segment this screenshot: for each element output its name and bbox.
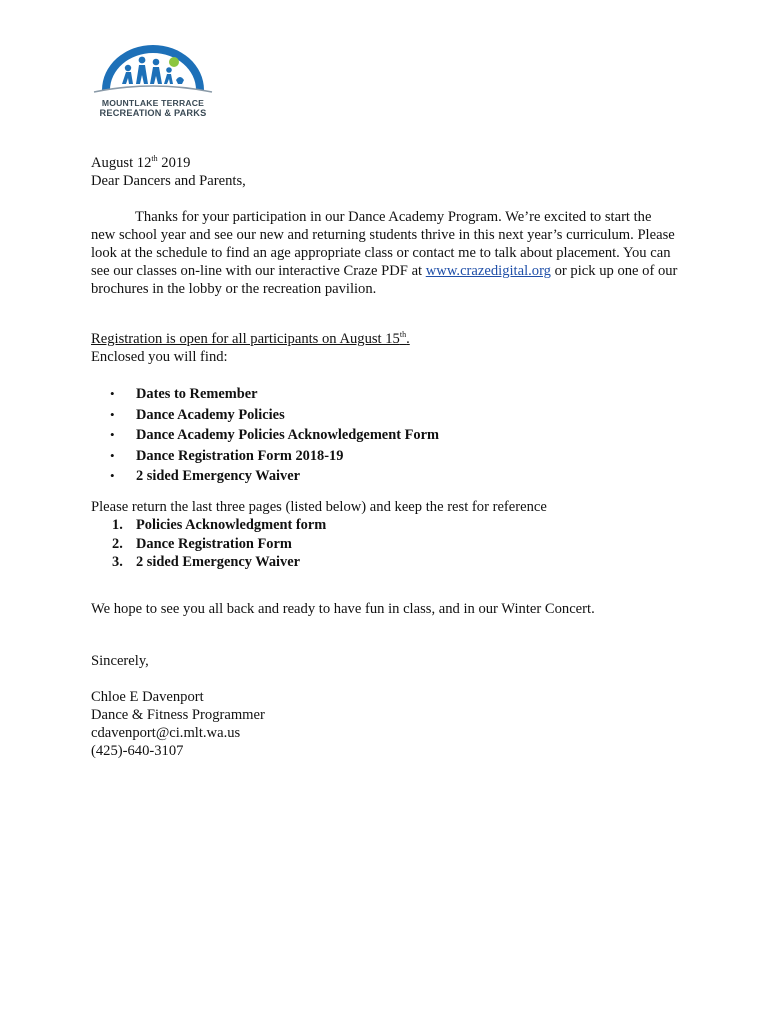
list-item: 3. 2 sided Emergency Waiver bbox=[112, 554, 301, 570]
paragraph-line: Thanks for your participation in our Dance Academy Program. We’re excited to start the bbox=[135, 209, 652, 225]
signature-title: Dance & Fitness Programmer bbox=[91, 707, 265, 723]
logo-text-line1: MOUNTLAKE TERRACE bbox=[101, 98, 205, 108]
enclosure-list bbox=[110, 384, 439, 487]
bullet-icon: • bbox=[110, 447, 115, 463]
return-instructions: Please return the last three pages (listed below) and keep the rest for reference bbox=[91, 499, 547, 515]
signature-email: cdavenport@ci.mlt.wa.us bbox=[91, 725, 241, 741]
bullet-icon: • bbox=[110, 427, 115, 443]
signature-name: Chloe E Davenport bbox=[91, 689, 204, 705]
organization-logo bbox=[88, 40, 218, 122]
paragraph-line: look at the schedule to find an age appropriate class or contact me to talk about placement. You can bbox=[91, 245, 671, 261]
bullet-icon: • bbox=[110, 386, 115, 401]
signature-phone: (425)-640-3107 bbox=[91, 743, 184, 759]
registration-notice: Registration is open for all participants on August 15th. bbox=[91, 330, 410, 347]
list-item: 1. Policies Acknowledgment form bbox=[112, 517, 327, 533]
list-item: • Dance Academy Policies Acknowledgement Form bbox=[110, 425, 439, 446]
valediction: Sincerely, bbox=[91, 653, 149, 669]
list-item: • Dance Academy Policies bbox=[110, 405, 439, 426]
logo-emblem bbox=[88, 40, 218, 100]
crazedigital-link[interactable]: www.crazedigital.org bbox=[425, 263, 551, 279]
paragraph-line: new school year and see our new and returning students thrive in this next year’s curriculum. Please bbox=[91, 227, 675, 243]
list-item: • Dates to Remember bbox=[110, 384, 439, 405]
salutation: Dear Dancers and Parents, bbox=[91, 173, 246, 189]
paragraph-line: brochures in the lobby or the recreation pavilion. bbox=[91, 281, 377, 297]
list-item: 2. Dance Registration Form bbox=[112, 535, 292, 552]
letter-date: August 12th 2019 bbox=[91, 154, 191, 171]
bullet-icon: • bbox=[110, 468, 115, 484]
enclosed-heading: Enclosed you will find: bbox=[91, 349, 228, 365]
list-item: • 2 sided Emergency Waiver bbox=[110, 466, 439, 487]
closing-line: We hope to see you all back and ready to have fun in class, and in our Winter Concert. bbox=[91, 601, 595, 617]
bullet-icon: • bbox=[110, 406, 115, 422]
intro-paragraph bbox=[91, 208, 691, 298]
paragraph-line: see our classes on-line with our interactive Craze PDF at www.crazedigital.org or pick up one of our bbox=[91, 263, 678, 279]
return-list bbox=[110, 516, 326, 572]
logo-text-line2: RECREATION & PARKS bbox=[99, 108, 207, 118]
list-item: • Dance Registration Form 2018-19 bbox=[110, 446, 439, 467]
